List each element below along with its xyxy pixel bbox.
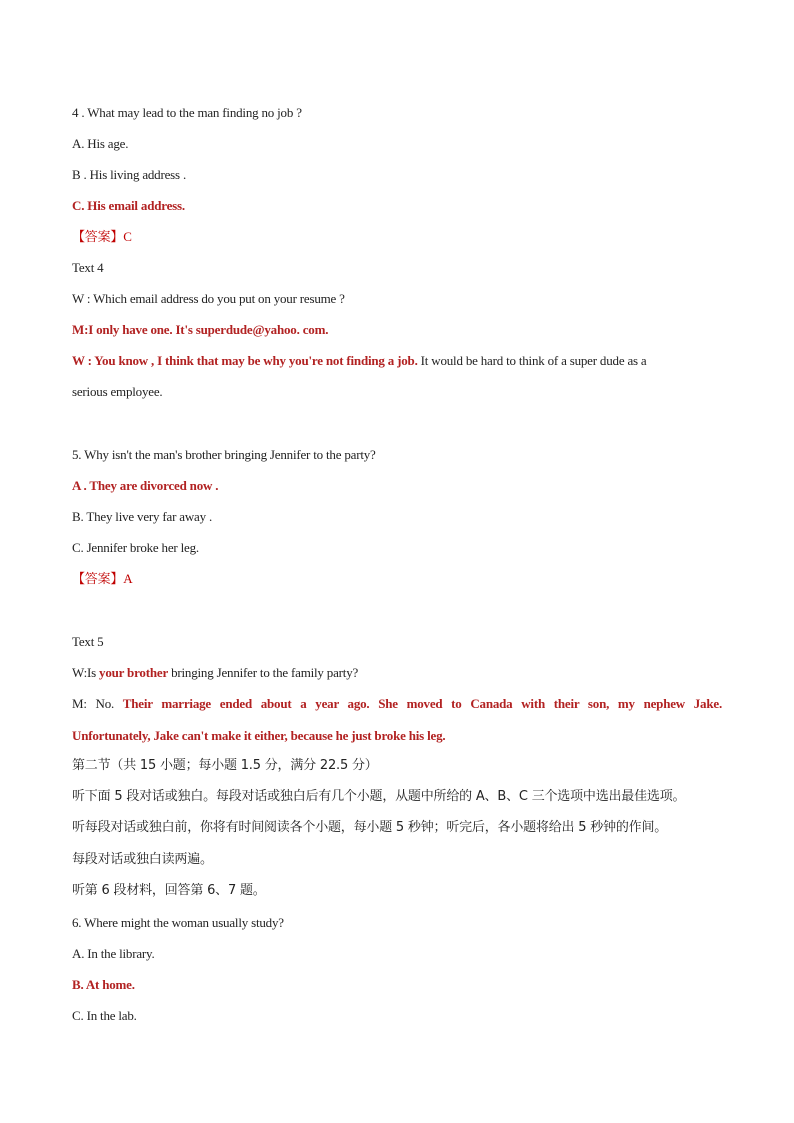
section2-instruction-4: 听第 6 段材料，回答第 6、7 题。 (72, 883, 266, 898)
text5-line2 (72, 696, 722, 712)
q6-option-b: B. At home. (72, 977, 135, 992)
text5-line1-post: bringing Jennifer to the family party? (168, 665, 359, 680)
section2-heading: 第二节（共 15 小题；每小题 1.5 分，满分 22.5 分） (72, 758, 378, 773)
q5-question: 5. Why isn't the man's brother bringing Jennifer to the party? (72, 447, 376, 462)
q4-option-b: B . His living address . (72, 167, 187, 182)
q5-answer (72, 571, 132, 588)
q6-option-c: C. In the lab. (72, 1008, 137, 1023)
q6-question: 6. Where might the woman usually study? (72, 915, 284, 930)
q4-answer (72, 229, 132, 246)
text5-line2-highlight: Their marriage ended about a year ago. She moved to Canada with their son, my nephew Jake. (122, 696, 722, 711)
text5-title: Text 5 (72, 634, 104, 649)
text5-line1-pre: W:Is (72, 665, 100, 680)
q4-answer-tag: 【答案】 (72, 230, 124, 245)
q4-option-a: A. His age. (72, 136, 129, 151)
section2-instruction-1: 听下面 5 段对话或独白。每段对话或独白后有几个小题，从题中所给的 A、B、C 三个选项中选出最佳选项。 (72, 789, 686, 804)
text4-line4: serious employee. (72, 384, 163, 399)
q5-option-a: A . They are divorced now . (72, 478, 219, 493)
q4-answer-letter: C (123, 229, 132, 244)
q6-option-a: A. In the library. (72, 946, 155, 961)
text4-line3-rest: It would be hard to think of a super dude as a (417, 353, 647, 368)
q4-option-c: C. His email address. (72, 198, 185, 213)
text4-line1: W : Which email address do you put on your resume ? (72, 291, 345, 306)
text5-line2-pre: M: No. (72, 696, 123, 711)
text5-line1 (72, 665, 358, 681)
q5-option-c: C. Jennifer broke her leg. (72, 540, 199, 555)
section2-instruction-3: 每段对话或独白读两遍。 (72, 852, 213, 867)
q4-question: 4 . What may lead to the man finding no job ? (72, 105, 302, 120)
text5-line3: Unfortunately, Jake can't make it either, because he just broke his leg. (72, 728, 446, 743)
text4-line3-highlight: W : You know , I think that may be why you're not finding a job. (72, 353, 418, 368)
q5-answer-letter: A (123, 571, 133, 586)
section2-instruction-2: 听每段对话或独白前，你将有时间阅读各个小题，每小题 5 秒钟；听完后，各小题将给出 5 秒钟的作间。 (72, 820, 668, 835)
q5-answer-tag: 【答案】 (72, 572, 124, 587)
text4-line3 (72, 353, 647, 369)
text4-line2: M:I only have one. It's superdude@yahoo. com. (72, 322, 329, 337)
text4-title: Text 4 (72, 260, 104, 275)
text5-line1-highlight: your brother (99, 665, 169, 680)
q5-option-b: B. They live very far away . (72, 509, 212, 524)
